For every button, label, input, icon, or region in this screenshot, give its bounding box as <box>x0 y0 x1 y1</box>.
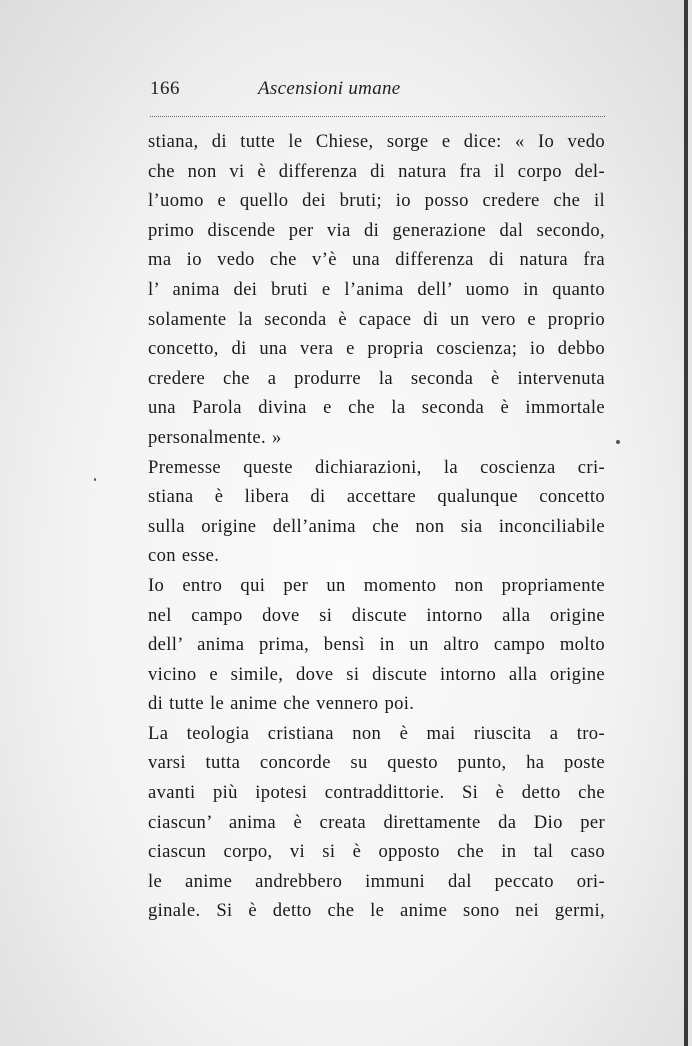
text-line: ciascun’ anima è creata direttamente da Dio per <box>148 811 605 833</box>
page-number: 166 <box>150 78 180 99</box>
text-line: avanti più ipotesi contraddittorie. Si è detto che <box>148 782 605 804</box>
body-text <box>148 127 605 926</box>
paragraph-first-line: Io entro qui per un momento non propriamente <box>148 574 605 596</box>
running-title: Ascensioni umane <box>258 78 401 99</box>
text-line: l’uomo e quello dei bruti; io posso credere che il <box>148 190 605 212</box>
text-line: solamente la seconda è capace di un vero e proprio <box>148 308 605 330</box>
text-line: ciascun corpo, vi si è opposto che in tal caso <box>148 841 605 863</box>
paragraph-first-line: La teologia cristiana non è mai riuscita a tro- <box>148 722 605 744</box>
text-line: vicino e simile, dove si discute intorno alla origine <box>148 663 605 685</box>
text-line: primo discende per via di generazione dal secondo, <box>148 219 605 241</box>
text-line: stiana è libera di accettare qualunque concetto <box>148 486 605 508</box>
text-line: di tutte le anime che vennero poi. <box>148 693 415 715</box>
page-header <box>150 76 605 106</box>
scan-speck <box>616 440 620 444</box>
text-line: concetto, di una vera e propria coscienza; io debbo <box>148 338 605 360</box>
text-line: le anime andrebbero immuni dal peccato ori- <box>148 870 605 892</box>
text-line: ginale. Si è detto che le anime sono nei germi, <box>148 900 605 922</box>
text-line: stiana, di tutte le Chiese, sorge e dice: « Io vedo <box>148 131 605 152</box>
text-line: nel campo dove si discute intorno alla origine <box>148 604 605 626</box>
page-edge <box>684 0 688 1046</box>
header-rule <box>150 116 605 117</box>
text-line: dell’ anima prima, bensì in un altro campo molto <box>148 634 605 656</box>
text-line: una Parola divina e che la seconda è immortale <box>148 397 605 419</box>
text-line: con esse. <box>148 545 220 567</box>
text-line: ma io vedo che v’è una differenza di natura fra <box>148 249 605 271</box>
text-line: sulla origine dell’anima che non sia inconciliabile <box>148 515 605 537</box>
text-line: personalmente. » <box>148 426 282 448</box>
text-line: varsi tutta concorde su questo punto, ha poste <box>148 752 605 774</box>
scan-speck <box>94 478 96 481</box>
text-line: che non vi è differenza di natura fra il corpo del- <box>148 160 605 182</box>
text-line: credere che a produrre la seconda è intervenuta <box>148 367 605 389</box>
text-line: l’ anima dei bruti e l’anima dell’ uomo in quanto <box>148 278 605 300</box>
paragraph-first-line: Premesse queste dichiarazioni, la coscienza cri- <box>148 456 605 478</box>
